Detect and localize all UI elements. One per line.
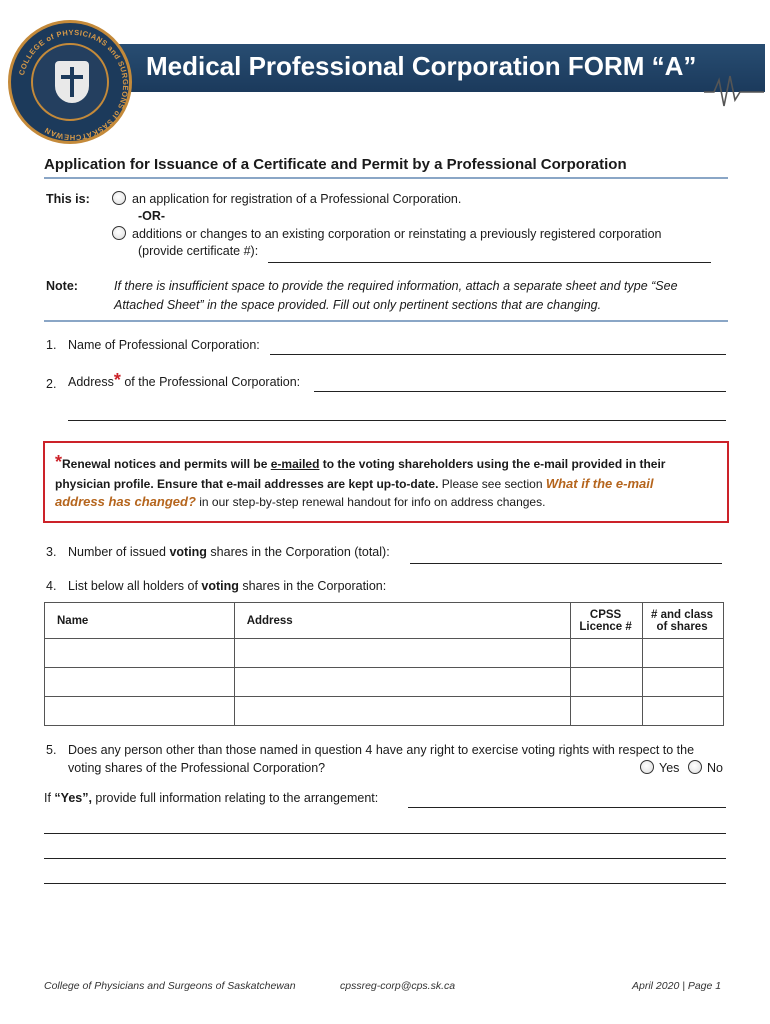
note-text-line2: Attached Sheet” in the space provided. Fill out only pertinent sections that are changing. xyxy=(114,298,602,312)
table-header-row xyxy=(45,603,724,639)
q1-number: 1. xyxy=(46,338,57,352)
certificate-number-field[interactable] xyxy=(268,262,711,263)
q5-number: 5. xyxy=(46,743,57,757)
col-address-header: Address xyxy=(234,603,570,639)
cell-licence[interactable] xyxy=(571,668,643,697)
heartbeat-pulse-icon xyxy=(704,72,764,112)
col-licence-header: CPSS Licence # xyxy=(571,603,643,639)
cell-name[interactable] xyxy=(45,668,235,697)
q5-no-label: No xyxy=(707,761,723,775)
seal-center xyxy=(31,43,109,121)
q4-label: List below all holders of voting shares in the Corporation: xyxy=(68,579,387,593)
q3-label: Number of issued voting shares in the Corporation (total): xyxy=(68,545,390,559)
section-title: Application for Issuance of a Certificate and Permit by a Professional Corporation xyxy=(44,156,627,173)
cell-shares[interactable] xyxy=(643,639,724,668)
notice-line3: address has changed? in our step-by-step renewal handout for info on address changes. xyxy=(55,494,546,509)
table-row xyxy=(45,639,724,668)
address-field-line2[interactable] xyxy=(68,420,726,421)
option-registration-label: an application for registration of a Professional Corporation. xyxy=(132,192,462,206)
notice-line2: physician profile. Ensure that e-mail addresses are kept up-to-date. Please see section What if the e-mail xyxy=(55,476,654,491)
note-label: Note: xyxy=(46,279,78,293)
arrangement-field-line3[interactable] xyxy=(44,858,726,859)
if-yes-label: If “Yes”, provide full information relating to the arrangement: xyxy=(44,791,379,805)
footer-org: College of Physicians and Surgeons of Saskatchewan xyxy=(44,980,296,992)
col-name-header: Name xyxy=(45,603,235,639)
table-row xyxy=(45,668,724,697)
certificate-number-label: (provide certificate #): xyxy=(138,244,259,258)
q5-no-radio[interactable] xyxy=(688,760,702,774)
cell-shares[interactable] xyxy=(643,697,724,726)
svg-text:COLLEGE of PHYSICIANS and SURG: COLLEGE of PHYSICIANS and SURGEONS of SASKATCHEWAN xyxy=(17,27,131,143)
cell-licence[interactable] xyxy=(571,639,643,668)
arrangement-field-line1[interactable] xyxy=(408,807,726,808)
q2-number: 2. xyxy=(46,377,57,391)
arrangement-field-line2[interactable] xyxy=(44,833,726,834)
note-text-line1: If there is insufficient space to provide the required information, attach a separate sheet and type “See xyxy=(114,279,678,293)
q2-label: Address* of the Professional Corporation: xyxy=(68,370,301,390)
footer-email[interactable]: cpssreg-corp@cps.sk.ca xyxy=(340,980,456,992)
q5-line1: Does any person other than those named in question 4 have any right to exercise voting rights with respect to the xyxy=(68,743,695,757)
arrangement-field-line4[interactable] xyxy=(44,883,726,884)
or-separator: -OR- xyxy=(138,209,166,223)
this-is-label: This is: xyxy=(46,192,90,206)
cell-address[interactable] xyxy=(234,697,570,726)
footer-page: April 2020 | Page 1 xyxy=(632,980,722,992)
seal-shield-icon xyxy=(55,61,89,103)
col-shares-header: # and class of shares xyxy=(643,603,724,639)
form-title: Medical Professional Corporation FORM “A” xyxy=(146,51,697,81)
option-changes-radio[interactable] xyxy=(112,226,126,240)
cell-shares[interactable] xyxy=(643,668,724,697)
renewal-handout-link-cont[interactable]: address has changed? xyxy=(55,494,196,509)
shareholders-table xyxy=(44,602,724,726)
cell-name[interactable] xyxy=(45,639,235,668)
notice-line1: *Renewal notices and permits will be e-mailed to the voting shareholders using the e-mail provided in their xyxy=(55,452,666,472)
issued-shares-field[interactable] xyxy=(410,563,722,564)
q5-line2: voting shares of the Professional Corporation? xyxy=(68,761,326,775)
q1-label: Name of Professional Corporation: xyxy=(68,338,260,352)
option-changes-label: additions or changes to an existing corporation or reinstating a previously registered corporation xyxy=(132,227,662,241)
cell-licence[interactable] xyxy=(571,697,643,726)
option-registration-radio[interactable] xyxy=(112,191,126,205)
renewal-handout-link[interactable]: What if the e-mail xyxy=(545,476,654,491)
cell-name[interactable] xyxy=(45,697,235,726)
cell-address[interactable] xyxy=(234,668,570,697)
section-divider xyxy=(44,177,728,179)
q3-number: 3. xyxy=(46,545,57,559)
table-row xyxy=(45,697,724,726)
q4-number: 4. xyxy=(46,579,57,593)
q5-yes-radio[interactable] xyxy=(640,760,654,774)
address-field-line1[interactable] xyxy=(314,391,726,392)
college-seal-logo xyxy=(8,20,132,144)
q5-yes-label: Yes xyxy=(659,761,680,775)
email-notice-box xyxy=(43,441,729,523)
note-divider xyxy=(44,320,728,322)
cell-address[interactable] xyxy=(234,639,570,668)
corporation-name-field[interactable] xyxy=(270,354,726,355)
